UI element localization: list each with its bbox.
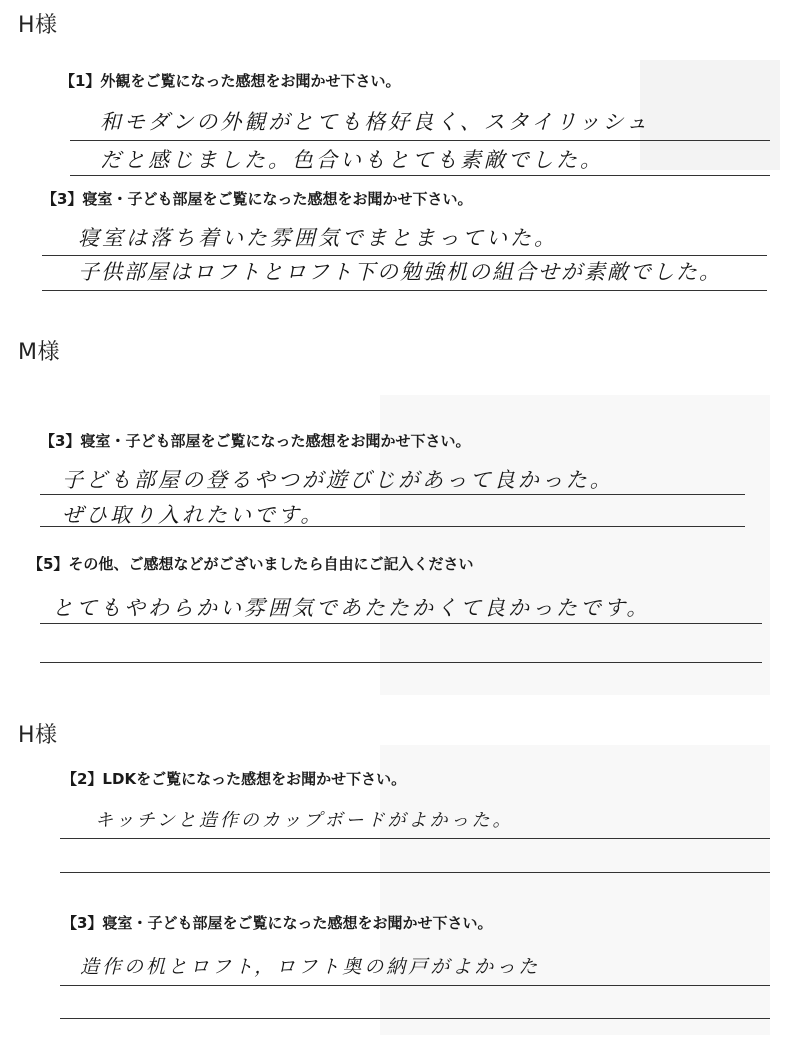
answer-rule xyxy=(40,494,745,495)
handwritten-answer-line: 子供部屋はロフトとロフト下の勉強机の組合せが素敵でした。 xyxy=(78,260,722,284)
survey-question: 【3】寝室・子ども部屋をご覧になった感想をお聞かせ下さい。 xyxy=(40,432,471,450)
handwritten-answer-line: キッチンと造作のカップボードがよかった。 xyxy=(95,810,514,831)
survey-question: 【3】寝室・子ども部屋をご覧になった感想をお聞かせ下さい。 xyxy=(62,914,493,932)
answer-rule xyxy=(60,872,770,873)
background-shadow xyxy=(640,60,780,170)
handwritten-answer-line: 和モダンの外観がとても格好良く、スタイリッシュ xyxy=(100,110,651,134)
answer-rule xyxy=(60,838,770,839)
answer-rule xyxy=(70,175,770,176)
answer-rule xyxy=(42,290,767,291)
handwritten-answer-line: 寝室は落ち着いた雰囲気でまとまっていた。 xyxy=(78,226,558,250)
customer-name: M様 xyxy=(18,340,60,365)
answer-rule xyxy=(70,140,770,141)
survey-question: 【3】寝室・子ども部屋をご覧になった感想をお聞かせ下さい。 xyxy=(42,190,473,208)
handwritten-answer-line: とてもやわらかい雰囲気であたたかくて良かったです。 xyxy=(52,596,651,620)
handwritten-answer-line: 子ども部屋の登るやつが遊びじがあって良かった。 xyxy=(62,468,614,492)
customer-name: H様 xyxy=(18,723,58,748)
answer-rule xyxy=(40,662,762,663)
handwritten-answer-line: だと感じました。色合いもとても素敵でした。 xyxy=(100,148,604,172)
answer-rule xyxy=(60,1018,770,1019)
answer-rule xyxy=(60,985,770,986)
answer-rule xyxy=(40,526,745,527)
survey-question: 【1】外観をご覧になった感想をお聞かせ下さい。 xyxy=(60,72,401,90)
survey-question: 【2】LDKをご覧になった感想をお聞かせ下さい。 xyxy=(62,770,407,788)
customer-name: H様 xyxy=(18,13,58,38)
answer-rule xyxy=(40,623,762,624)
handwritten-answer-line: 造作の机とロフト，ロフト奥の納戸がよかった xyxy=(80,956,541,978)
survey-question: 【5】その他、ご感想などがございましたら自由にご記入ください xyxy=(28,555,474,573)
handwritten-answer-line: ぜひ取り入れたいです。 xyxy=(62,503,325,527)
background-shadow xyxy=(380,745,770,1035)
answer-rule xyxy=(42,255,767,256)
